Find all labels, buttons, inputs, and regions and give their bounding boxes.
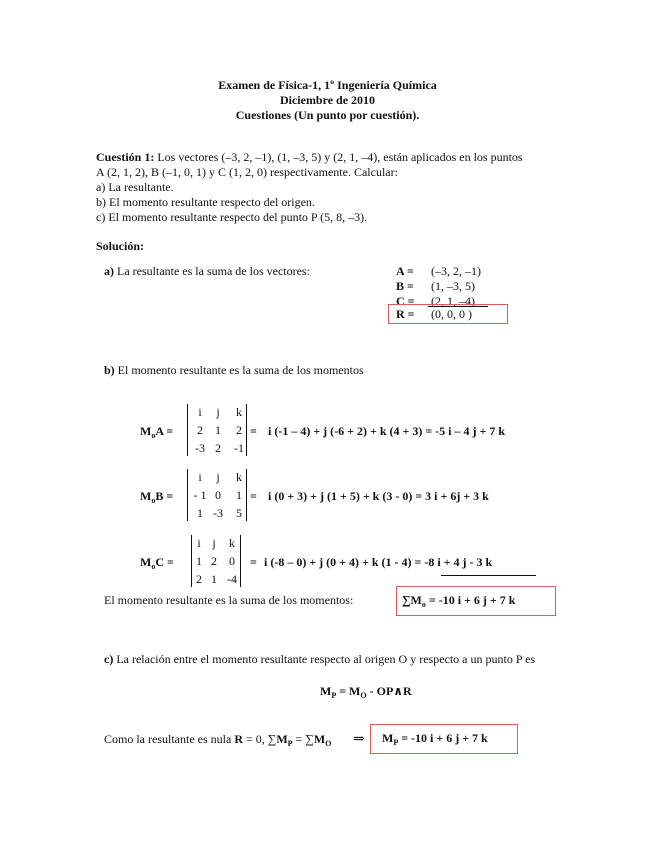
part-b-text [104,363,364,378]
moment-relation-formula: $M_P = M_O$ - OP∧R [320,684,412,700]
conclusion-text: Como la resultante es nula R = 0, $\sum M_P = \sum M_O$ [104,732,332,748]
final-result: $M_P = -10$ i + 6 j + 7 k [382,731,488,747]
vector-b-value: (1, –3, 5) [431,279,475,293]
vector-a-value: (–3, 2, –1) [431,264,481,278]
vector-r-name: R = [396,307,415,321]
question-item-a: a) La resultante. [96,180,174,194]
vector-r-value: (0, 0, 0 ) [431,307,472,321]
moment-a-lhs: $M_oA$ = [140,424,174,440]
moment-c-expansion: i (-8 – 0) + j (0 + 4) + k (1 - 4) = -8 i + 4 j - 3 k [264,555,493,569]
vector-c-name: C = [396,294,415,308]
question-line-2: A (2, 1, 2), B (–1, 0, 1) y C (1, 2, 0) respectivamente. Calcular: [96,165,398,179]
question-label: Cuestión 1: [96,150,155,164]
vector-b-name: B = [396,279,414,293]
vector-a-name: A = [396,264,414,278]
exam-date: Diciembre de 2010 [279,93,376,107]
part-c-label: c) [104,652,114,666]
question-line-1 [96,150,523,165]
moment-c-equals: = [250,555,257,569]
moment-a-equals: = [250,424,257,438]
question-text-1: Los vectores (–3, 2, –1), (1, –3, 5) y (2, 1, –4), están aplicados en los puntos [154,150,523,164]
implies-arrow: ⇒ [353,732,365,747]
part-c-text [104,652,535,667]
moment-a-expansion: i (-1 – 4) + j (-6 + 2) + k (4 + 3) = -5 i – 4 j + 7 k [268,424,505,438]
moment-b-lhs: $M_oB$ = [140,489,174,505]
part-a-text [104,264,310,279]
moment-a-determinant: i j k 2 1 2 -3 2 -1 [187,404,247,456]
moment-c-determinant: i j k 1 2 0 2 1 -4 [191,535,241,587]
moment-sum-underline [441,575,536,576]
sum-moments-text: El momento resultante es la suma de los momentos: [104,593,354,607]
part-b-description: El momento resultante es la suma de los momentos [114,363,364,377]
part-c-description: La relación entre el momento resultante respecto al origen O y respecto a un punto P es [113,652,536,666]
exam-subtitle: Cuestiones (Un punto por cuestión). [235,108,420,122]
solution-label: Solución: [96,239,145,253]
moment-b-equals: = [250,489,257,503]
vector-c-value: (2, 1, –4) [431,294,475,308]
part-a-description: La resultante es la suma de los vectores: [114,264,310,278]
question-item-c: c) El momento resultante respecto del punto P (5, 8, –3). [96,210,368,224]
moment-b-expansion: i (0 + 3) + j (1 + 5) + k (3 - 0) = 3 i + 6j + 3 k [268,489,489,503]
question-item-b: b) El momento resultante respecto del origen. [96,195,315,209]
part-b-label: b) [104,363,115,377]
sum-moments-result: $\sum M_o = -10$ i + 6 j + 7 k [402,593,516,609]
part-a-label: a) [104,264,114,278]
moment-c-lhs: $M_oC$ = [140,555,174,571]
exam-title: Examen de Física-1, 1º Ingeniería Química [218,78,437,92]
moment-b-determinant: i j k - 1 0 1 1 -3 5 [187,469,247,521]
